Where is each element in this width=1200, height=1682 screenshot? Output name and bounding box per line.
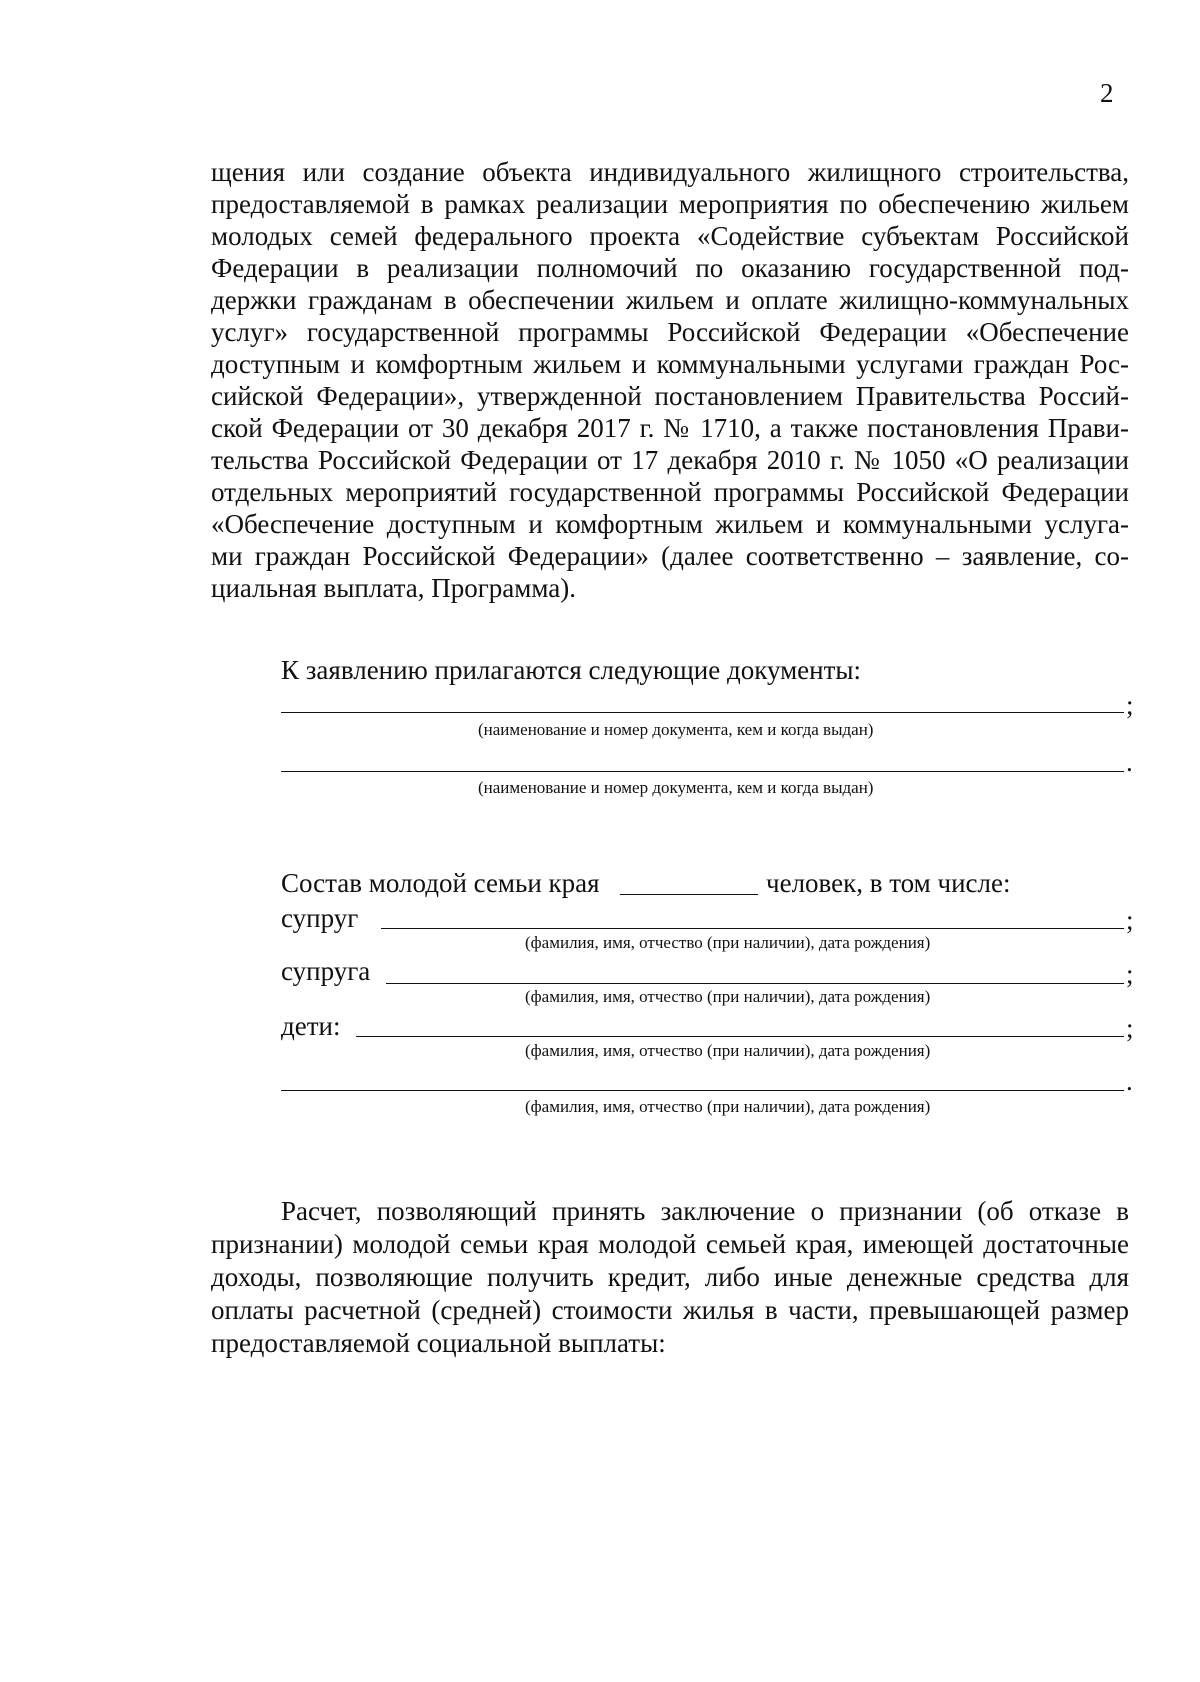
wife-field-caption: (фамилия, имя, отчество (при наличии), дата рождения) — [525, 987, 931, 1006]
child-field[interactable] — [356, 1036, 1124, 1037]
child-field[interactable] — [281, 1090, 1124, 1091]
intro-line: тельства Российской Федерации от 17 декабря 2010 г. № 1050 «О реализации — [211, 445, 1129, 475]
intro-line: доступным и комфортным жильем и коммунальными услугами граждан Рос- — [211, 349, 1129, 379]
husband-field-punct: ; — [1126, 905, 1134, 935]
intro-line: молодых семей федерального проекта «Содействие субъектам Российской — [211, 221, 1129, 251]
wife-field[interactable] — [386, 983, 1124, 984]
document-entry-caption: (наименование и номер документа, кем и когда выдан) — [478, 720, 874, 739]
husband-label: супруг — [281, 903, 359, 933]
documents-heading: К заявлению прилагаются следующие документы: — [281, 655, 862, 685]
calculation-line: доходы, позволяющие получить кредит, либо иные денежные средства для — [211, 1262, 1129, 1292]
document-entry-line[interactable] — [281, 771, 1124, 772]
page-number: 2 — [1100, 78, 1114, 108]
document-entry-line[interactable] — [281, 712, 1124, 713]
intro-line: Федерации в реализации полномочий по оказанию государственной под- — [211, 253, 1129, 283]
child-field-punct: ; — [1126, 1013, 1134, 1043]
wife-field-punct: ; — [1126, 959, 1134, 989]
document-entry-punct: . — [1126, 747, 1133, 777]
intro-line: ми граждан Российской Федерации» (далее соответственно – заявление, со- — [211, 541, 1129, 571]
calculation-line: признании) молодой семьи края молодой семьей края, имеющей достаточные — [211, 1229, 1129, 1259]
wife-label: супруга — [281, 956, 371, 986]
husband-field[interactable] — [381, 928, 1124, 929]
document-entry-caption: (наименование и номер документа, кем и когда выдан) — [478, 778, 874, 797]
intro-line: предоставляемой в рамках реализации мероприятия по обеспечению жильем — [211, 189, 1129, 219]
child-field-punct: . — [1126, 1066, 1133, 1096]
husband-field-caption: (фамилия, имя, отчество (при наличии), дата рождения) — [525, 933, 931, 952]
intro-line: «Обеспечение доступным и комфортным жильем и коммунальными услуга- — [211, 509, 1129, 539]
calculation-line: оплаты расчетной (средней) стоимости жилья в части, превышающей размер — [211, 1295, 1129, 1325]
intro-line: циальная выплата, Программа). — [211, 573, 576, 603]
child-field-caption: (фамилия, имя, отчество (при наличии), дата рождения) — [525, 1097, 931, 1116]
intro-line: ской Федерации от 30 декабря 2017 г. № 1710, а также постановления Прави- — [211, 413, 1129, 443]
intro-line: держки гражданам в обеспечении жильем и оплате жилищно-коммунальных — [211, 285, 1129, 315]
intro-line: услуг» государственной программы Российской Федерации «Обеспечение — [211, 317, 1129, 347]
intro-line: щения или создание объекта индивидуального жилищного строительства, — [211, 157, 1129, 187]
intro-line: сийской Федерации», утвержденной постановлением Правительства Россий- — [211, 381, 1129, 411]
intro-line: отдельных мероприятий государственной программы Российской Федерации — [211, 477, 1129, 507]
children-label: дети: — [281, 1011, 341, 1041]
calculation-line: Расчет, позволяющий принять заключение о признании (об отказе в — [281, 1196, 1129, 1226]
child-field-caption: (фамилия, имя, отчество (при наличии), дата рождения) — [525, 1041, 931, 1060]
calculation-line: предоставляемой социальной выплаты: — [211, 1328, 666, 1358]
document-entry-punct: ; — [1126, 690, 1134, 720]
family-count-field[interactable] — [620, 894, 758, 895]
family-composition-label: Состав молодой семьи края — [281, 868, 600, 898]
family-composition-suffix: человек, в том числе: — [766, 868, 1011, 898]
